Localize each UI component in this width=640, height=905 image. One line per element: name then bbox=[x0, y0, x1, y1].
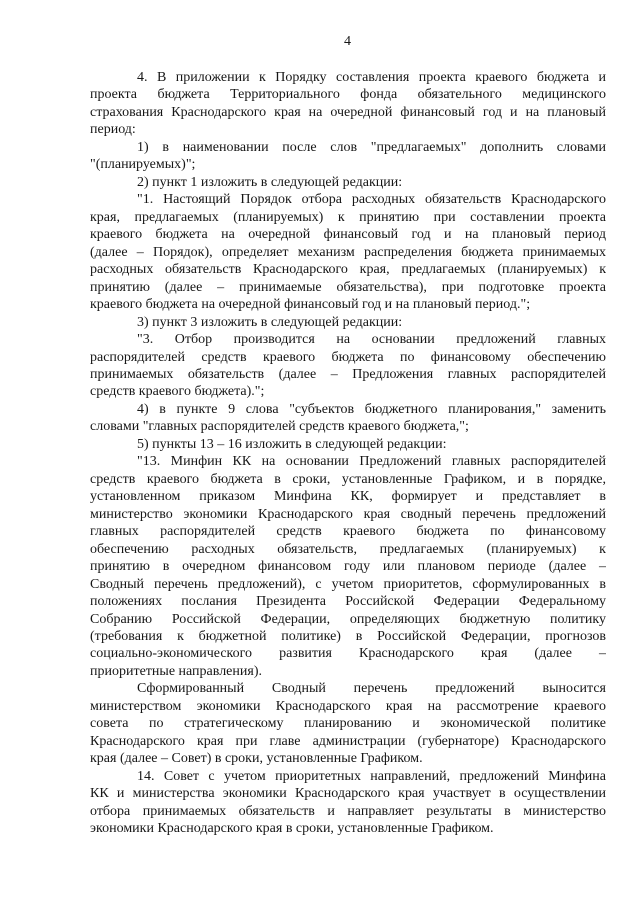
text-line: средств краевого бюджета в сроки, установленные Графиком, и в порядке, bbox=[90, 471, 606, 487]
text-line: приоритетные направления). bbox=[90, 663, 262, 679]
text-line: установленном приказом Минфина КК, формирует и представляет в bbox=[90, 489, 606, 505]
subitem-4 bbox=[90, 401, 606, 436]
text-line: края (далее – Совет) в сроки, установленные Графиком. bbox=[90, 751, 423, 767]
text-line: края, предлагаемых (планируемых) к принятию при составлении проекта bbox=[90, 209, 606, 225]
text-line: словами "главных распорядителей средств краевого бюджета,"; bbox=[90, 419, 469, 435]
text-line: положениях послания Президента Российской Федерации Федеральному bbox=[90, 594, 606, 610]
text-line: отбора принимаемых обязательств и направляет результаты в министерство bbox=[90, 803, 606, 819]
text-line: Краснодарского края при главе администрации (губернаторе) Краснодарского bbox=[90, 733, 606, 749]
subitem-2 bbox=[90, 174, 606, 191]
text-line: (требования к бюджетной политике) в Российской Федерации, прогнозов bbox=[90, 629, 606, 644]
clause-14 bbox=[90, 768, 606, 838]
text-line: 5) пункты 13 – 16 изложить в следующей редакции: bbox=[137, 436, 447, 452]
text-line: "13. Минфин КК на основании Предложений главных распорядителей bbox=[137, 454, 606, 470]
text-line: Сводный перечень предложений), с учетом приоритетов, сформулированных в bbox=[90, 576, 606, 592]
text-line: принятию (далее – принимаемые обязательства), при подготовке проекта bbox=[90, 279, 606, 295]
text-line: средств краевого бюджета)."; bbox=[90, 384, 265, 400]
text-line: 3) пункт 3 изложить в следующей редакции: bbox=[137, 314, 403, 330]
text-line: министерством экономики Краснодарского края на рассмотрение краевого bbox=[90, 698, 606, 714]
text-line: расходных обязательств Краснодарского края, предлагаемых (планируемых) к bbox=[90, 262, 606, 278]
text-line: "(планируемых)"; bbox=[90, 157, 196, 173]
text-line: 1) в наименовании после слов "предлагаемых" дополнить словами bbox=[137, 139, 606, 155]
text-line: 4) в пункте 9 слова "субъектов бюджетного планирования," заменить bbox=[137, 401, 606, 417]
subitem-3 bbox=[90, 314, 606, 331]
text-line: краевого бюджета на очередной финансовый год и на плановый период."; bbox=[90, 297, 531, 313]
text-line: 2) пункт 1 изложить в следующей редакции: bbox=[137, 174, 403, 190]
paragraph-item-4 bbox=[90, 69, 606, 139]
quoted-clause-1 bbox=[90, 191, 606, 313]
subitem-1 bbox=[90, 139, 606, 174]
text-line: Сформированный Сводный перечень предложений выносится bbox=[137, 681, 606, 697]
document-body bbox=[90, 69, 606, 838]
text-line: "3. Отбор производится на основании предложений главных bbox=[137, 332, 606, 348]
text-line: совета по стратегическому планированию и экономической политике bbox=[90, 716, 606, 732]
text-line: главных распорядителей средств краевого бюджета по финансовому bbox=[90, 524, 606, 540]
text-line: социально-экономического развития Краснодарского края (далее – bbox=[90, 646, 606, 662]
text-line: распорядителей средств краевого бюджета по финансовому обеспечению bbox=[90, 349, 606, 365]
subitem-5 bbox=[90, 436, 606, 453]
quoted-clause-3 bbox=[90, 331, 606, 401]
text-line: Собранию Российской Федерации, определяющих бюджетную политику bbox=[90, 611, 606, 627]
text-line: проекта бюджета Территориального фонда обязательного медицинского bbox=[90, 87, 606, 103]
text-line: период: bbox=[90, 122, 136, 138]
text-line: (далее – Порядок), определяет механизм распределения бюджета принимаемых bbox=[90, 244, 606, 260]
quoted-clause-13 bbox=[90, 453, 606, 680]
text-line: краевого бюджета на очередной финансовый год и на плановый период bbox=[90, 227, 606, 243]
text-line: принимаемых обязательств (далее – Предложения главных распорядителей bbox=[90, 366, 606, 382]
clause-13-continuation bbox=[90, 680, 606, 767]
page-number: 4 bbox=[344, 34, 351, 49]
text-line: КК и министерства экономики Краснодарского края участвует в осуществлении bbox=[90, 786, 606, 802]
text-line: экономики Краснодарского края в сроки, установленные Графиком. bbox=[90, 821, 494, 837]
text-line: министерство экономики Краснодарского края сводный перечень предложений bbox=[90, 506, 606, 522]
text-line: "1. Настоящий Порядок отбора расходных обязательств Краснодарского bbox=[137, 192, 606, 208]
text-line: 14. Совет с учетом приоритетных направлений, предложений Минфина bbox=[137, 768, 606, 784]
text-line: 4. В приложении к Порядку составления проекта краевого бюджета и bbox=[137, 70, 606, 85]
text-line: страхования Краснодарского края на очередной финансовый год и на плановый bbox=[90, 104, 606, 120]
text-line: обеспечению расходных обязательств, предлагаемых (планируемых) к bbox=[90, 541, 606, 557]
text-line: принятию в очередном финансовом году или плановом периоде (далее – bbox=[90, 559, 606, 575]
